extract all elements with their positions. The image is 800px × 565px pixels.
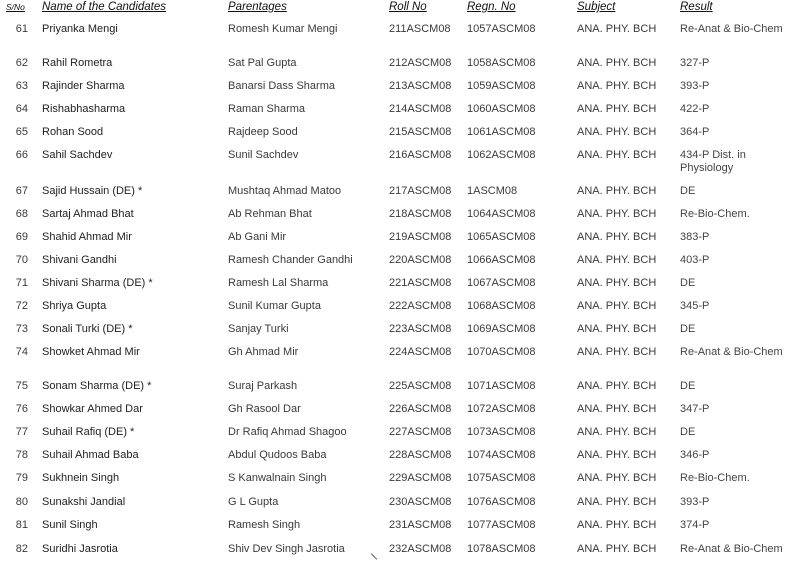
header-sno: S/No [6, 2, 25, 12]
serial-number: 72 [15, 300, 28, 312]
subject: ANA. PHY. BCH [577, 80, 657, 92]
subject: ANA. PHY. BCH [577, 277, 657, 289]
roll-number: 223ASCM08 [389, 323, 452, 335]
candidate-name: Showkar Ahmed Dar [42, 403, 143, 415]
subject: ANA. PHY. BCH [577, 231, 657, 243]
result: 374-P [680, 519, 710, 531]
candidate-name: Shivani Sharma (DE) * [42, 277, 153, 289]
registration-number: 1072ASCM08 [467, 403, 536, 415]
serial-number: 64 [15, 103, 28, 115]
roll-number: 218ASCM08 [389, 208, 452, 220]
result: 393-P [680, 496, 710, 508]
header-name: Name of the Candidates [42, 1, 167, 13]
result: DE [680, 380, 696, 392]
result: 347-P [680, 403, 710, 415]
result: Re-Bio-Chem. [680, 208, 750, 220]
parentage: Gh Rasool Dar [228, 403, 301, 415]
candidate-name: Rohan Sood [42, 126, 104, 138]
serial-number: 65 [15, 126, 28, 138]
candidate-name: Sonali Turki (DE) * [42, 323, 133, 335]
subject: ANA. PHY. BCH [577, 519, 657, 531]
registration-number: 1075ASCM08 [467, 472, 536, 484]
parentage: Ramesh Singh [228, 519, 301, 531]
subject: ANA. PHY. BCH [577, 380, 657, 392]
serial-number: 82 [15, 543, 28, 555]
parentage: Rajdeep Sood [228, 126, 298, 138]
candidate-name: Suridhi Jasrotia [42, 543, 118, 555]
header-regn-no: Regn. No [467, 1, 516, 13]
serial-number: 63 [15, 80, 28, 92]
serial-number: 78 [15, 449, 28, 461]
candidate-name: Showket Ahmad Mir [42, 346, 140, 358]
roll-number: 232ASCM08 [389, 543, 452, 555]
subject: ANA. PHY. BCH [577, 23, 657, 35]
roll-number: 226ASCM08 [389, 403, 452, 415]
subject: ANA. PHY. BCH [577, 426, 657, 438]
result: 364-P [680, 126, 710, 138]
serial-number: 67 [15, 185, 28, 197]
roll-number: 231ASCM08 [389, 519, 452, 531]
result: 393-P [680, 80, 710, 92]
subject: ANA. PHY. BCH [577, 208, 657, 220]
result: DE [680, 277, 696, 289]
candidate-name: Shivani Gandhi [42, 254, 117, 266]
registration-number: 1059ASCM08 [467, 80, 536, 92]
subject: ANA. PHY. BCH [577, 103, 657, 115]
serial-number: 73 [15, 323, 28, 335]
roll-number: 222ASCM08 [389, 300, 452, 312]
roll-number: 225ASCM08 [389, 380, 452, 392]
registration-number: 1078ASCM08 [467, 543, 536, 555]
subject: ANA. PHY. BCH [577, 403, 657, 415]
serial-number: 79 [15, 472, 28, 484]
header-parentage: Parentages [228, 1, 287, 13]
serial-number: 76 [15, 403, 28, 415]
parentage: Gh Ahmad Mir [228, 346, 299, 358]
roll-number: 229ASCM08 [389, 472, 452, 484]
parentage: Dr Rafiq Ahmad Shagoo [228, 426, 347, 438]
registration-number: 1071ASCM08 [467, 380, 536, 392]
subject: ANA. PHY. BCH [577, 185, 657, 197]
subject: ANA. PHY. BCH [577, 543, 657, 555]
serial-number: 61 [15, 23, 28, 35]
serial-number: 80 [15, 496, 28, 508]
subject: ANA. PHY. BCH [577, 149, 657, 161]
registration-number: 1ASCM08 [467, 185, 518, 197]
serial-number: 66 [15, 149, 28, 161]
parentage: Ab Gani Mir [228, 231, 287, 243]
parentage: Sat Pal Gupta [228, 57, 297, 69]
candidate-name: Suhail Rafiq (DE) * [42, 426, 135, 438]
candidate-name: Sukhnein Singh [42, 472, 120, 484]
registration-number: 1073ASCM08 [467, 426, 536, 438]
roll-number: 220ASCM08 [389, 254, 452, 266]
result: 383-P [680, 231, 710, 243]
serial-number: 68 [15, 208, 28, 220]
registration-number: 1066ASCM08 [467, 254, 536, 266]
parentage: S Kanwalnain Singh [228, 472, 327, 484]
result: 434-P Dist. in Physiology [680, 149, 746, 174]
registration-number: 1068ASCM08 [467, 300, 536, 312]
table-header [0, 0, 800, 16]
candidate-name: Sajid Hussain (DE) * [42, 185, 143, 197]
roll-number: 219ASCM08 [389, 231, 452, 243]
candidate-name: Shriya Gupta [42, 300, 107, 312]
subject: ANA. PHY. BCH [577, 346, 657, 358]
roll-number: 215ASCM08 [389, 126, 452, 138]
header-subject: Subject [577, 1, 616, 13]
result: DE [680, 426, 696, 438]
registration-number: 1076ASCM08 [467, 496, 536, 508]
parentage: Sunil Sachdev [228, 149, 299, 161]
candidate-name: Shahid Ahmad Mir [42, 231, 132, 243]
header-result: Result [680, 1, 713, 13]
registration-number: 1077ASCM08 [467, 519, 536, 531]
subject: ANA. PHY. BCH [577, 472, 657, 484]
candidate-name: Priyanka Mengi [42, 23, 118, 35]
registration-number: 1074ASCM08 [467, 449, 536, 461]
parentage: Shiv Dev Singh Jasrotia [228, 543, 345, 555]
parentage: Banarsi Dass Sharma [228, 80, 335, 92]
registration-number: 1061ASCM08 [467, 126, 536, 138]
roll-number: 213ASCM08 [389, 80, 452, 92]
candidate-name: Sunakshi Jandial [42, 496, 126, 508]
result: Re-Bio-Chem. [680, 472, 750, 484]
result: 403-P [680, 254, 710, 266]
serial-number: 77 [15, 426, 28, 438]
registration-number: 1057ASCM08 [467, 23, 536, 35]
result: 327-P [680, 57, 710, 69]
subject: ANA. PHY. BCH [577, 496, 657, 508]
candidate-name: Sunil Singh [42, 519, 98, 531]
result: 422-P [680, 103, 710, 115]
subject: ANA. PHY. BCH [577, 323, 657, 335]
candidate-name: Sartaj Ahmad Bhat [42, 208, 134, 220]
parentage: Ab Rehman Bhat [228, 208, 312, 220]
serial-number: 69 [15, 231, 28, 243]
subject: ANA. PHY. BCH [577, 300, 657, 312]
parentage: Sanjay Turki [228, 323, 289, 335]
registration-number: 1058ASCM08 [467, 57, 536, 69]
serial-number: 74 [15, 346, 28, 358]
roll-number: 211ASCM08 [389, 23, 451, 35]
result: 346-P [680, 449, 710, 461]
subject: ANA. PHY. BCH [577, 254, 657, 266]
roll-number: 228ASCM08 [389, 449, 452, 461]
registration-number: 1060ASCM08 [467, 103, 536, 115]
roll-number: 230ASCM08 [389, 496, 452, 508]
serial-number: 62 [15, 57, 28, 69]
serial-number: 81 [15, 519, 28, 531]
candidate-name: Sahil Sachdev [42, 149, 113, 161]
roll-number: 221ASCM08 [389, 277, 452, 289]
registration-number: 1067ASCM08 [467, 277, 536, 289]
result: Re-Anat & Bio-Chem [680, 23, 783, 35]
parentage: Suraj Parkash [228, 380, 298, 392]
serial-number: 71 [15, 277, 28, 289]
registration-number: 1065ASCM08 [467, 231, 536, 243]
roll-number: 212ASCM08 [389, 57, 452, 69]
registration-number: 1064ASCM08 [467, 208, 536, 220]
roll-number: 227ASCM08 [389, 426, 452, 438]
candidate-name: Rahil Rometra [42, 57, 113, 69]
result: Re-Anat & Bio-Chem [680, 543, 783, 555]
subject: ANA. PHY. BCH [577, 126, 657, 138]
candidate-name: Rajinder Sharma [42, 80, 125, 92]
parentage: Sunil Kumar Gupta [228, 300, 321, 312]
result: DE [680, 185, 696, 197]
parentage: Mushtaq Ahmad Matoo [228, 185, 342, 197]
result: DE [680, 323, 696, 335]
roll-number: 217ASCM08 [389, 185, 452, 197]
roll-number: 224ASCM08 [389, 346, 452, 358]
candidate-name: Sonam Sharma (DE) * [42, 380, 152, 392]
subject: ANA. PHY. BCH [577, 449, 657, 461]
registration-number: 1062ASCM08 [467, 149, 536, 161]
roll-number: 214ASCM08 [389, 103, 452, 115]
candidate-name: Rishabhasharma [42, 103, 126, 115]
parentage: Raman Sharma [228, 103, 306, 115]
header-roll-no: Roll No [389, 1, 427, 13]
parentage: Ramesh Chander Gandhi [228, 254, 353, 266]
registration-number: 1070ASCM08 [467, 346, 536, 358]
parentage: Romesh Kumar Mengi [228, 23, 338, 35]
candidate-name: Suhail Ahmad Baba [42, 449, 139, 461]
pen-mark [371, 553, 377, 559]
roll-number: 216ASCM08 [389, 149, 452, 161]
parentage: Abdul Qudoos Baba [228, 449, 327, 461]
parentage: Ramesh Lal Sharma [228, 277, 329, 289]
serial-number: 75 [15, 380, 28, 392]
result: Re-Anat & Bio-Chem [680, 346, 783, 358]
subject: ANA. PHY. BCH [577, 57, 657, 69]
parentage: G L Gupta [228, 496, 279, 508]
registration-number: 1069ASCM08 [467, 323, 536, 335]
result: 345-P [680, 300, 710, 312]
serial-number: 70 [15, 254, 28, 266]
